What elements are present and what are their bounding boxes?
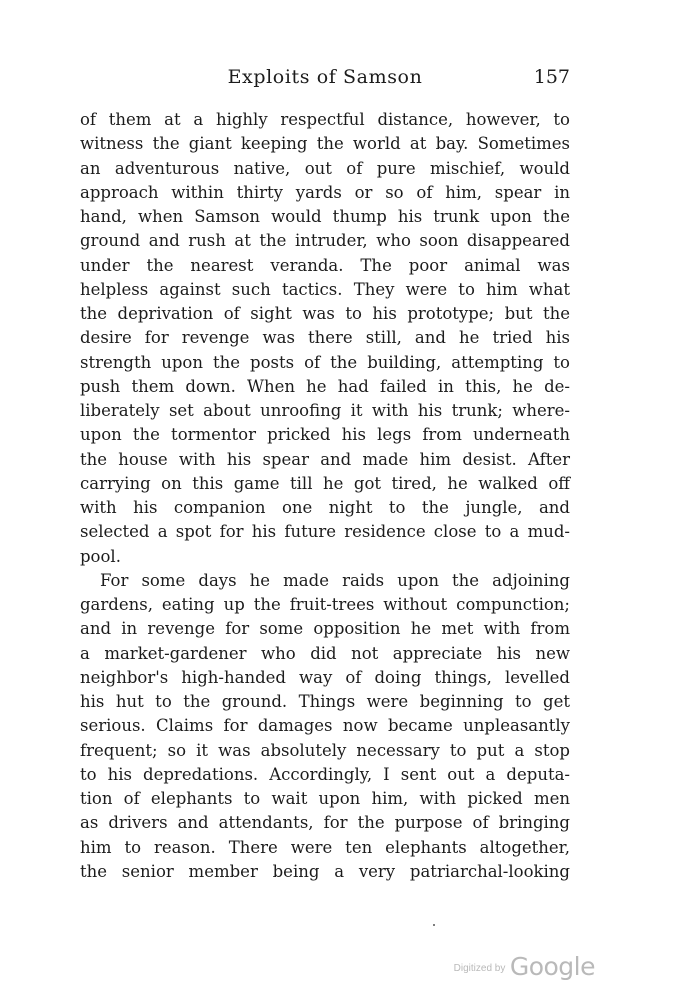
text-line: witness the giant keeping the world at bay. Sometimes xyxy=(80,134,570,154)
digitized-watermark xyxy=(454,952,595,981)
text-line: carrying on this game till he got tired, he walked off xyxy=(80,473,570,493)
paragraph-1 xyxy=(80,108,570,569)
text-line: ground and rush at the intruder, who soon disappeared xyxy=(80,231,570,251)
text-line: upon the tormentor pricked his legs from underneath xyxy=(80,425,570,445)
text-line: the deprivation of sight was to his prototype; but the xyxy=(80,304,570,323)
text-line: approach within thirty yards or so of him, spear in xyxy=(80,182,570,202)
text-line: tion of elephants to wait upon him, with picked men xyxy=(80,789,570,808)
paragraph-2 xyxy=(80,569,570,884)
text-line: under the nearest veranda. The poor animal was xyxy=(80,255,570,275)
text-line: the house with his spear and made him desist. After xyxy=(80,449,570,469)
text-line: and in revenge for some opposition he met with from xyxy=(80,619,570,639)
running-title: Exploits of Samson xyxy=(227,66,423,88)
text-line: of them at a highly respectful distance, however, to xyxy=(80,110,570,129)
text-line: his hut to the ground. Things were beginning to get xyxy=(80,692,570,711)
google-logo: Google xyxy=(509,952,595,981)
text-line: For some days he made raids upon the adjoining xyxy=(100,570,570,590)
page-number: 157 xyxy=(533,66,570,88)
text-line: a market-gardener who did not appreciate his new xyxy=(80,643,570,663)
text-line: with his companion one night to the jungle, and xyxy=(80,498,570,517)
text-line: desire for revenge was there still, and he tried his xyxy=(80,328,570,348)
text-line: an adventurous native, out of pure mischief, would xyxy=(80,158,570,178)
text-line: neighbor's high-handed way of doing things, levelled xyxy=(80,667,570,687)
text-line: serious. Claims for damages now became unpleasantly xyxy=(80,716,570,736)
watermark-prefix: Digitized by xyxy=(453,963,506,974)
text-line: frequent; so it was absolutely necessary to put a stop xyxy=(80,740,570,760)
text-line: strength upon the posts of the building, attempting to xyxy=(80,352,570,372)
text-line: liberately set about unroofing it with his trunk; where- xyxy=(80,401,570,420)
body-text xyxy=(80,108,570,884)
text-line: to his depredations. Accordingly, I sent out a deputa- xyxy=(80,764,570,784)
text-line: selected a spot for his future residence close to a mud- xyxy=(80,522,570,542)
text-line: as drivers and attendants, for the purpose of bringing xyxy=(80,813,570,833)
text-line: push them down. When he had failed in this, he de- xyxy=(80,376,570,396)
text-line: hand, when Samson would thump his trunk upon the xyxy=(80,207,570,226)
text-line: the senior member being a very patriarchal-looking xyxy=(80,861,570,881)
text-line: him to reason. There were ten elephants altogether, xyxy=(80,837,570,857)
text-line: pool. xyxy=(80,546,121,566)
text-line: helpless against such tactics. They were to him what xyxy=(80,279,570,299)
running-head xyxy=(80,62,570,92)
scan-speck xyxy=(433,924,435,926)
text-line: gardens, eating up the fruit-trees without compunction; xyxy=(80,595,570,614)
